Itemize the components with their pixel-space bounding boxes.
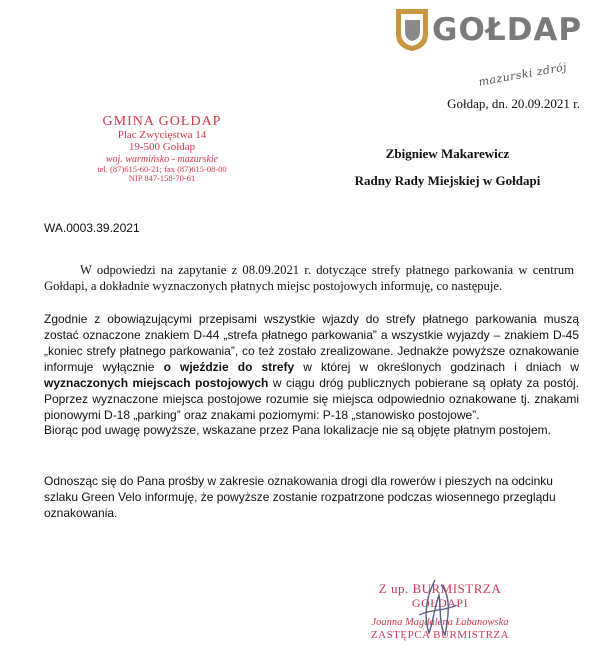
handwritten-signature-icon — [405, 575, 465, 640]
regulations-text-c: w której w określonych godzinach i dniach w — [294, 360, 580, 374]
regulations-text-a: Zgodnie z obowiązującymi przepisami wszystkie wjazdy do strefy płatnego parkowania muszą zostać oznaczone znakiem D-44 „strefa płatnego parkowania” a wszystkie wyjazdy – znakiem D-45 „koniec strefy płatnego parkowania”, co też zostało zrealizowane. Jednakże powyższe oznakowanie informuje wyłącznie — [44, 312, 579, 374]
recipient-title: Radny Rady Miejskiej w Gołdapi — [354, 173, 541, 188]
stamp-region: woj. warmińsko - mazurskie — [105, 153, 219, 165]
regulations-bold-spaces: wyznaczonych miejscach postojowych — [44, 376, 269, 390]
stamp-postcode: 19-500 Gołdap — [128, 141, 196, 154]
logo-wordmark: GOŁDAP — [432, 12, 583, 48]
paragraph-conclusion: Biorąc pod uwagę powyższe, wskazane przez Pana lokalizacje nie są objęte płatnym postojem. — [44, 423, 551, 437]
signatory-role: ZASTĘPCA BURMISTRZA — [370, 628, 510, 641]
stamp-name: GMINA GOŁDAP — [102, 114, 222, 129]
logo-tagline: mazurski zdrój — [477, 60, 569, 89]
signature-line1: Z up. BURMISTRZA — [378, 581, 502, 596]
municipality-stamp — [62, 114, 262, 183]
goldap-emblem-icon — [395, 8, 429, 52]
reference-number: WA.0003.39.2021 — [44, 221, 140, 235]
regulations-text-e: w ciągu dróg publicznych pobierane są opłaty za postój. Poprzez wyznaczone miejsca postojowe rozumie się miejsca odpowiednio oznakowane tj. znakami pionowymi D-18 „parking” oraz znakami poziomymi: P-18 „stanowisko postojowe”. — [44, 376, 579, 422]
recipient-name: Zbigniew Makarewicz — [385, 146, 510, 161]
stamp-nip: NIP 847-158-70-61 — [128, 172, 196, 183]
signatory-name: Joanna Magdalena Łabanowska — [371, 616, 509, 628]
paragraph-intro: W odpowiedzi na zapytanie z 08.09.2021 r. dotyczące strefy płatnego parkowania w centrum Gołdapi, a dokładnie wyznaczonych płatnych miejsc postojowych informuję, co następuje. — [44, 263, 574, 293]
paragraph-regulations — [44, 311, 579, 423]
paragraph-bicycle-road: Odnosząc się do Pana prośby w zakresie oznakowania drogi dla rowerów i pieszych na odcinku szlaku Green Velo informuję, że powyższe zostanie rozpatrzone podczas wiosennego przeglądu oznakowania. — [44, 474, 556, 520]
regulations-bold-entry: o wjeździe do strefy — [163, 360, 295, 374]
stamp-street: Plac Zwycięstwa 14 — [117, 129, 207, 142]
place-date: Gołdap, dn. 20.09.2021 r. — [447, 96, 580, 111]
stamp-phone: tel. (87)615-60-21; fax (87)615-08-00 — [97, 163, 227, 174]
signature-line2: GOŁDAPI — [411, 595, 469, 610]
recipient-block — [310, 146, 585, 200]
